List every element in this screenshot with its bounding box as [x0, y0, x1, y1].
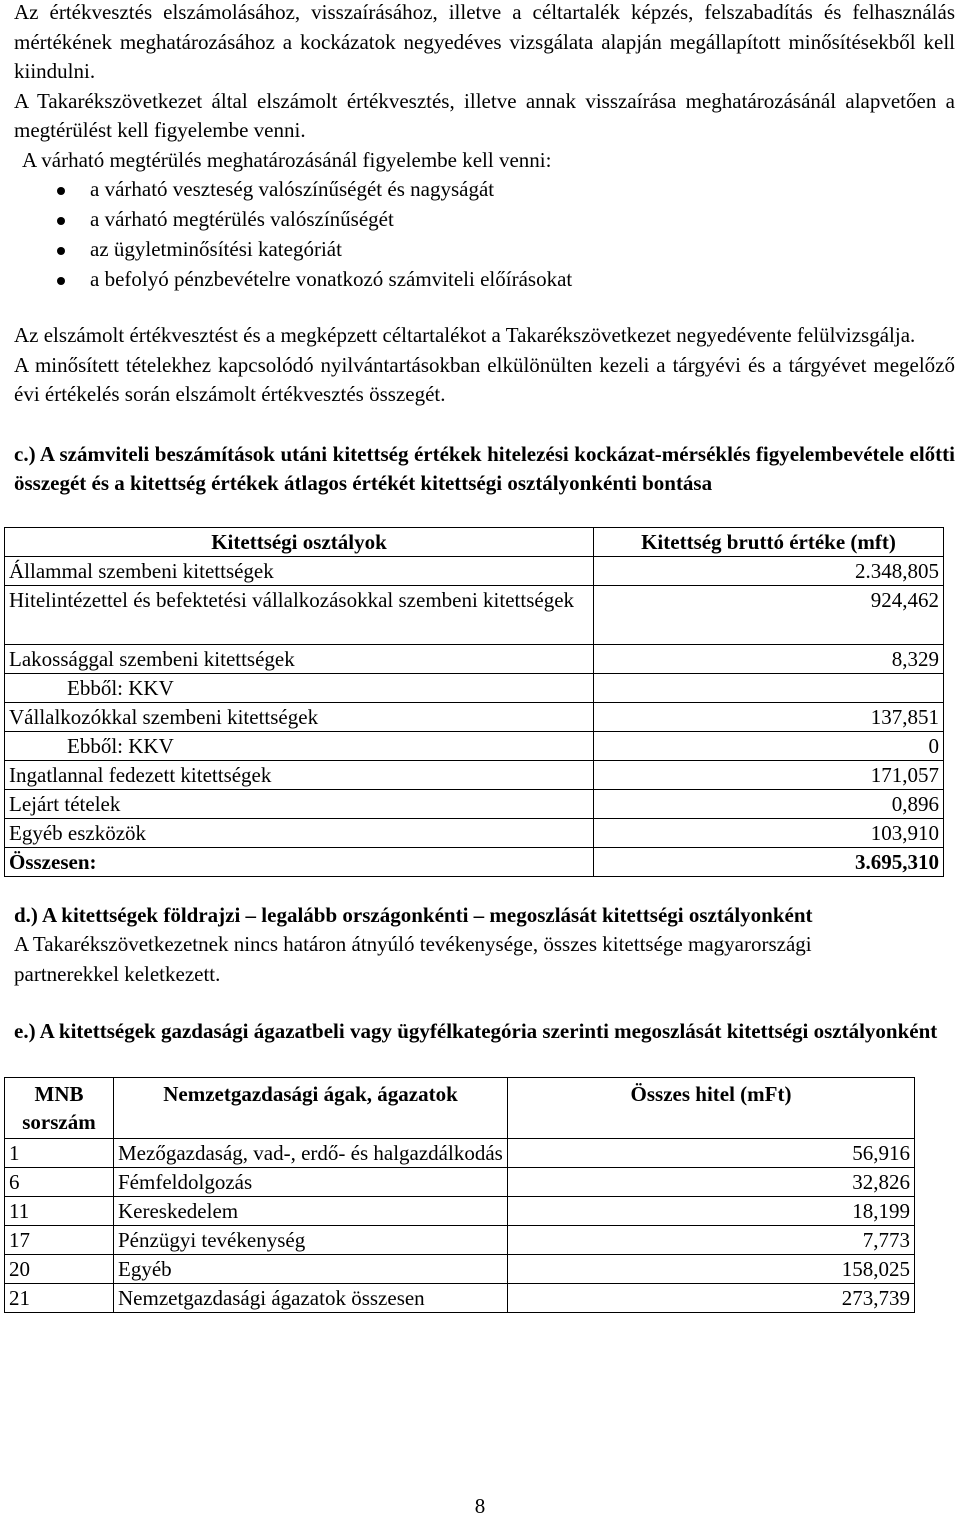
column-header-total: Összes hitel (mFt) [508, 1077, 915, 1138]
list-item: a befolyó pénzbevételre vonatkozó számviteli előírásokat [14, 265, 955, 295]
table-row: Vállalkozókkal szembeni kitettségek 137,851 [5, 702, 944, 731]
section-d-body: A Takarékszövetkezetnek nincs határon átnyúló tevékenysége, összes kitettsége magyarországi partnerekkel keletkezett. [14, 932, 812, 986]
table-row: Ebből: KKV 0 [5, 731, 944, 760]
intro-paragraph-2: A Takarékszövetkezet által elszámolt értékvesztés, illetve annak visszaírása meghatározásánál alapvetően a megtérülést kell figyelembe venni. [14, 88, 955, 142]
table-total-row: Összesen: 3.695,310 [5, 847, 944, 876]
column-header-value: Kitettség bruttó értéke (mft) [594, 527, 944, 556]
column-header-sector: Nemzetgazdasági ágak, ágazatok [114, 1077, 508, 1138]
intro-paragraph-1: Az értékvesztés elszámolásához, visszaírásához, illetve a céltartalék képzés, felszabadítás és felhasználás mértékének meghatározásához a kockázatok negyedéves vizsgálata alapján megállapított minősítésekből kell kiindulni. [14, 0, 955, 83]
section-d-heading: d.) A kitettségek földrajzi – legalább országonkénti – megoszlását kitettségi osztályonként [14, 902, 813, 927]
table-row: Ebből: KKV [5, 673, 944, 702]
table-row: Állammal szembeni kitettségek 2.348,805 [5, 556, 944, 585]
list-item: a várható veszteség valószínűségét és nagyságát [14, 175, 955, 205]
table-row: 17 Pénzügyi tevékenység 7,773 [5, 1225, 915, 1254]
list-item: az ügyletminősítési kategóriát [14, 235, 955, 265]
bullet-icon [57, 247, 65, 255]
intro-paragraph-3: A várható megtérülés meghatározásánál figyelembe kell venni: [22, 147, 552, 172]
exposure-class-table [4, 527, 944, 877]
table-row: 6 Fémfeldolgozás 32,826 [5, 1167, 915, 1196]
intro-paragraph-4: Az elszámolt értékvesztést és a megképzett céltartalékot a Takarékszövetkezet negyedévente felülvizsgálja. [14, 323, 916, 347]
table-row: Egyéb eszközök 103,910 [5, 818, 944, 847]
table-row: 1 Mezőgazdaság, vad-, erdő- és halgazdálkodás 56,916 [5, 1138, 915, 1167]
table-row: 11 Kereskedelem 18,199 [5, 1196, 915, 1225]
table-header-row [5, 527, 944, 556]
table-row: Lejárt tételek 0,896 [5, 789, 944, 818]
sector-table [4, 1077, 915, 1313]
table-row: 21 Nemzetgazdasági ágazatok összesen 273,739 [5, 1283, 915, 1312]
table-row: 20 Egyéb 158,025 [5, 1254, 915, 1283]
column-header-class: Kitettségi osztályok [5, 527, 594, 556]
bullet-icon [57, 187, 65, 195]
intro-paragraph-5: A minősített tételekhez kapcsolódó nyilvántartásokban elkülönülten kezeli a tárgyévi és a tárgyévet megelőző évi értékelés során elszámolt értékvesztés összegét. [14, 352, 955, 406]
section-c-heading: c.) A számviteli beszámítások utáni kitettség értékek hitelezési kockázat-mérséklés figyelembevétele előtti összegét és a kitettség értékek átlagos értékét kitettségi osztályonkénti bontása [14, 441, 955, 495]
recovery-criteria-list [14, 175, 955, 295]
section-e-heading: e.) A kitettségek gazdasági ágazatbeli vagy ügyfélkategória szerinti megoszlását kitettségi osztályonként [14, 1019, 938, 1043]
bullet-icon [57, 277, 65, 285]
table-header-row [5, 1077, 915, 1138]
table-row: Hitelintézettel és befektetési vállalkozásokkal szembeni kitettségek 924,462 [5, 585, 944, 644]
bullet-icon [57, 217, 65, 225]
list-item: a várható megtérülés valószínűségét [14, 205, 955, 235]
document-page [9, 0, 955, 1313]
table-row: Ingatlannal fedezett kitettségek 171,057 [5, 760, 944, 789]
page-number: 8 [474, 1494, 486, 1518]
column-header-mnb: MNB sorszám [5, 1077, 114, 1138]
table-row: Lakossággal szembeni kitettségek 8,329 [5, 644, 944, 673]
